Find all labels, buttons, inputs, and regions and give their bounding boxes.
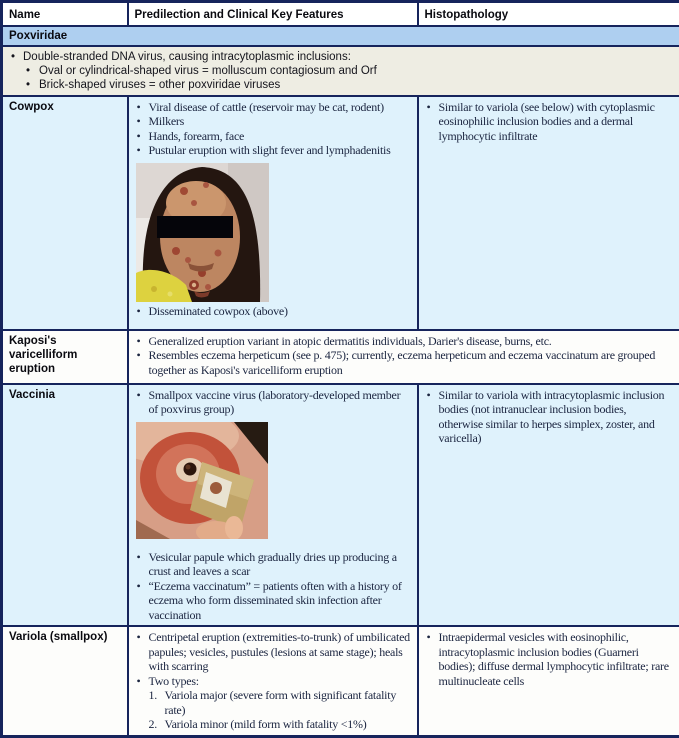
vaccinia-name: Vaccinia — [2, 384, 128, 627]
overview-lead: • Double-stranded DNA virus, causing intracytoplasmic inclusions: — [9, 50, 673, 64]
kaposi-name: Kaposi's varicelliform eruption — [2, 330, 128, 384]
kaposi-feature-1: • Generalized eruption variant in atopic dermatitis individuals, Darier's disease, burns, etc. — [135, 334, 674, 349]
col-header-histopathology: Histopathology — [418, 2, 679, 26]
variola-type-2-text: Variola minor (mild form with fatality <1%) — [165, 717, 411, 732]
col-header-features: Predilection and Clinical Key Features — [128, 2, 418, 26]
row-vaccinia — [2, 384, 679, 627]
vaccinia-feature-1: • Smallpox vaccine virus (laboratory-developed member of poxvirus group) — [135, 388, 411, 417]
vaccinia-features-cell — [128, 384, 418, 627]
variola-type-1-number: 1. — [149, 688, 165, 717]
kaposi-features-cell — [128, 330, 679, 384]
cowpox-feature-2: • Milkers — [135, 114, 411, 129]
table-header-row — [2, 2, 679, 26]
vaccinia-feature-2: • Vesicular papule which gradually dries up producing a crust and leaves a scar — [135, 550, 411, 579]
vaccinia-feature-3: • “Eczema vaccinatum” = patients often with a history of eczema who form disseminated skin infection after vaccination — [135, 579, 411, 623]
variola-feature-1: • Centripetal eruption (extremities-to-trunk) of umbilicated papules; vesicles, pustules (lesions at same stage); heals with scarring — [135, 630, 411, 674]
variola-type-1-text: Variola major (severe form with significant fatality rate) — [165, 688, 411, 717]
cowpox-features-cell — [128, 96, 418, 330]
variola-features-cell — [128, 626, 418, 736]
cowpox-caption: • Disseminated cowpox (above) — [135, 304, 411, 319]
overview-row — [2, 46, 679, 96]
cowpox-name: Cowpox — [2, 96, 128, 330]
variola-type-1 — [135, 688, 411, 717]
col-header-name: Name — [2, 2, 128, 26]
overview-sub-2: • Brick-shaped viruses = other poxviridae viruses — [9, 78, 673, 92]
kaposi-feature-2: • Resembles eczema herpeticum (see p. 475); currently, eczema herpeticum and eczema vaccinatum are grouped together as Kaposi's varicelliform eruption — [135, 348, 674, 377]
variola-feature-2: • Two types: — [135, 674, 411, 689]
variola-type-2-number: 2. — [149, 717, 165, 732]
variola-name: Variola (smallpox) — [2, 626, 128, 736]
cowpox-histo-cell — [418, 96, 679, 330]
cowpox-feature-3: • Hands, forearm, face — [135, 129, 411, 144]
section-row — [2, 26, 679, 46]
row-cowpox — [2, 96, 679, 330]
overview-sub-1: • Oval or cylindrical-shaped virus = molluscum contagiosum and Orf — [9, 64, 673, 78]
row-variola — [2, 626, 679, 736]
vaccinia-histo: • Similar to variola with intracytoplasmic inclusion bodies (not intranuclear inclusion bodies, otherwise similar to herpes simplex, zoster, and varicella) — [425, 388, 674, 446]
cowpox-photo — [136, 163, 269, 302]
row-kaposi — [2, 330, 679, 384]
vaccinia-histo-cell — [418, 384, 679, 627]
variola-type-2 — [135, 717, 411, 732]
overview-cell — [2, 46, 679, 96]
vaccinia-photo — [136, 422, 268, 539]
cowpox-feature-4: • Pustular eruption with slight fever and lymphadenitis — [135, 143, 411, 158]
variola-histo-cell — [418, 626, 679, 736]
section-title-poxviridae: Poxviridae — [2, 26, 679, 46]
variola-histo: • Intraepidermal vesicles with eosinophilic, intracytoplasmic inclusion bodies (Guarneri bodies); diffuse dermal lymphocytic infiltrate; rare multinucleate cells — [425, 630, 674, 688]
cowpox-histo: • Similar to variola (see below) with cytoplasmic eosinophilic inclusion bodies and a dermal lymphocytic infiltrate — [425, 100, 674, 144]
cowpox-feature-1: • Viral disease of cattle (reservoir may be cat, rodent) — [135, 100, 411, 115]
